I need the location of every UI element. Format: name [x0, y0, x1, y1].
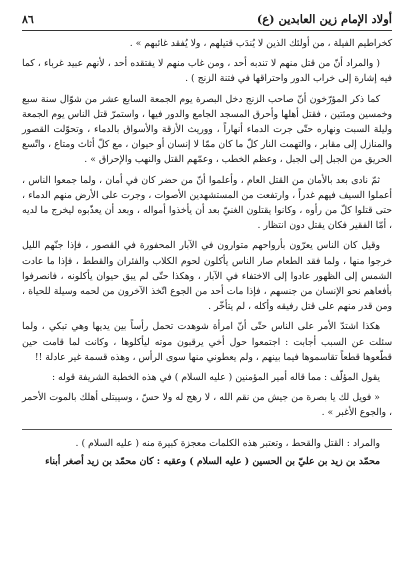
paragraph: وقيل كان الناس يعرّون بأرواحهم متوارون في الآبار المحفورة في القصور ، فإذا جنّهم الليل خرجوا منها ، ولما فقد الطعام صار الناس يأكلون لحوم الكلاب والفئران والقطط ، فإذا ما عادت الشمس إلى الظهور عادوا إلى الاختفاء في الآبار ، وهكذا حتّى لم يبق حيوان يأكلونه ، فانصرفوا بأفعاهم نحو الإنسان من جنسهم ، فإذا مات أحد من الجوع اتّخذ الآخرون من لحمه وسيلة للحياة ، ومن قدر منهم على قتل رفيقه وأكله ، لم يتأخّر . [22, 240, 392, 313]
page-number: ٨٦ [22, 12, 34, 26]
page-header [22, 8, 392, 31]
paragraph: هكذا اشتدّ الأمر على الناس حتّى أنّ امرأة شوهدت تحمل رأساً بين يديها وهي تبكي ، ولما سئلت عن السبب أجابت : اجتمعوا حول أخي يرقبون موته ليأكلوها ، وكانت لما قامت حين قطّعوها قطعاً تقاسموها فيما بينهم ، ولم يعطوني منها سوى الرأس ، وهذه قسمة غير عادلة !! [22, 321, 392, 363]
quote: « فويل لك يا بصرة من جيش من نقم الله ، لا رهج له ولا حسّ ، وسيبتلى أهلك بالموت الأحمر ، والجوع الأغبر » . [22, 392, 392, 419]
footnote-divider [22, 429, 392, 430]
paragraph: كخراطيم الفيلة ، من أولئك الذين لا يُندَب قتيلهم ، ولا يُفقد غائبهم » . [129, 38, 392, 49]
paragraph: ثمّ نادى بعد بالأمان من القتل العام ، وأعلموا أنّ من حضر كان في أمان ، ولما جمعوا الناس ، أعملوا السيف فيهم غدراً ، وارتفعت من المستشهدين الأصوات ، وجرت على الأرض منهم الدماء ، حتى قتلوا كلّ من رأوه ، وكانوا يقتلون الغنيّ بعد أن يأخذوا أمواله ، وبعد أن يعذّبوه ليخرج ما لديه ، أمّا الفقير فكان يقتل دون انتظار . [22, 174, 392, 232]
paragraph: كما ذكر المؤرّخون أنّ صاحب الزنج دخل البصرة يوم الجمعة السابع عشر من شوّال سنة سبع وخمسين ومئتين ، فقتل أهلها وأحرق المسجد الجامع والدور فيها ، واستمرّ قتل الناس يوم الجمعة وليلة السبت ونهاره حتّى جرت الدماء أنهاراً ، ووريث الأزقة والأسواق بالدماء ، وتحوّلت القصور والمنازل إلى مقابر ، والتهمت النار كلّ ما كان ممّا لا إنسان أو حيوان ، مع كلّ أثاث ومتاع ، واتّسع الحريق من الجبل إلى الجبل ، وعظم الخطب ، وعمّهم القتل والنهب والإحراق » . [22, 93, 392, 166]
body-text [22, 36, 392, 472]
paragraph: ( والمراد أنّ من قتل منهم لا تندبه أحد ، ومن غاب منهم لا يفتقده أحد ، لأنهم عبيد غرباء ، كما فيه إشارة إلى خراب الدور واحتراقها في فتنة الزنج ) . [22, 58, 392, 85]
footnote [22, 436, 392, 469]
running-title: أولاد الإمام زين العابدين (ع) [256, 12, 392, 26]
section-start: محمّد بن زيد بن عليّ بن الحسين ( عليه السلام ) وعقبه : كان محمّد بن زيد أصغر أبناء [45, 455, 380, 467]
quote-intro: يقول المؤلّف : مما قاله أمير المؤمنين ( عليه السلام ) في هذه الخطبة الشريفة قوله : [51, 372, 380, 384]
footnote-note: والمراد : القتل والقحط ، وتعتبر هذه الكلمات معجزة كبيرة منه ( عليه السلام ) . [75, 437, 380, 449]
